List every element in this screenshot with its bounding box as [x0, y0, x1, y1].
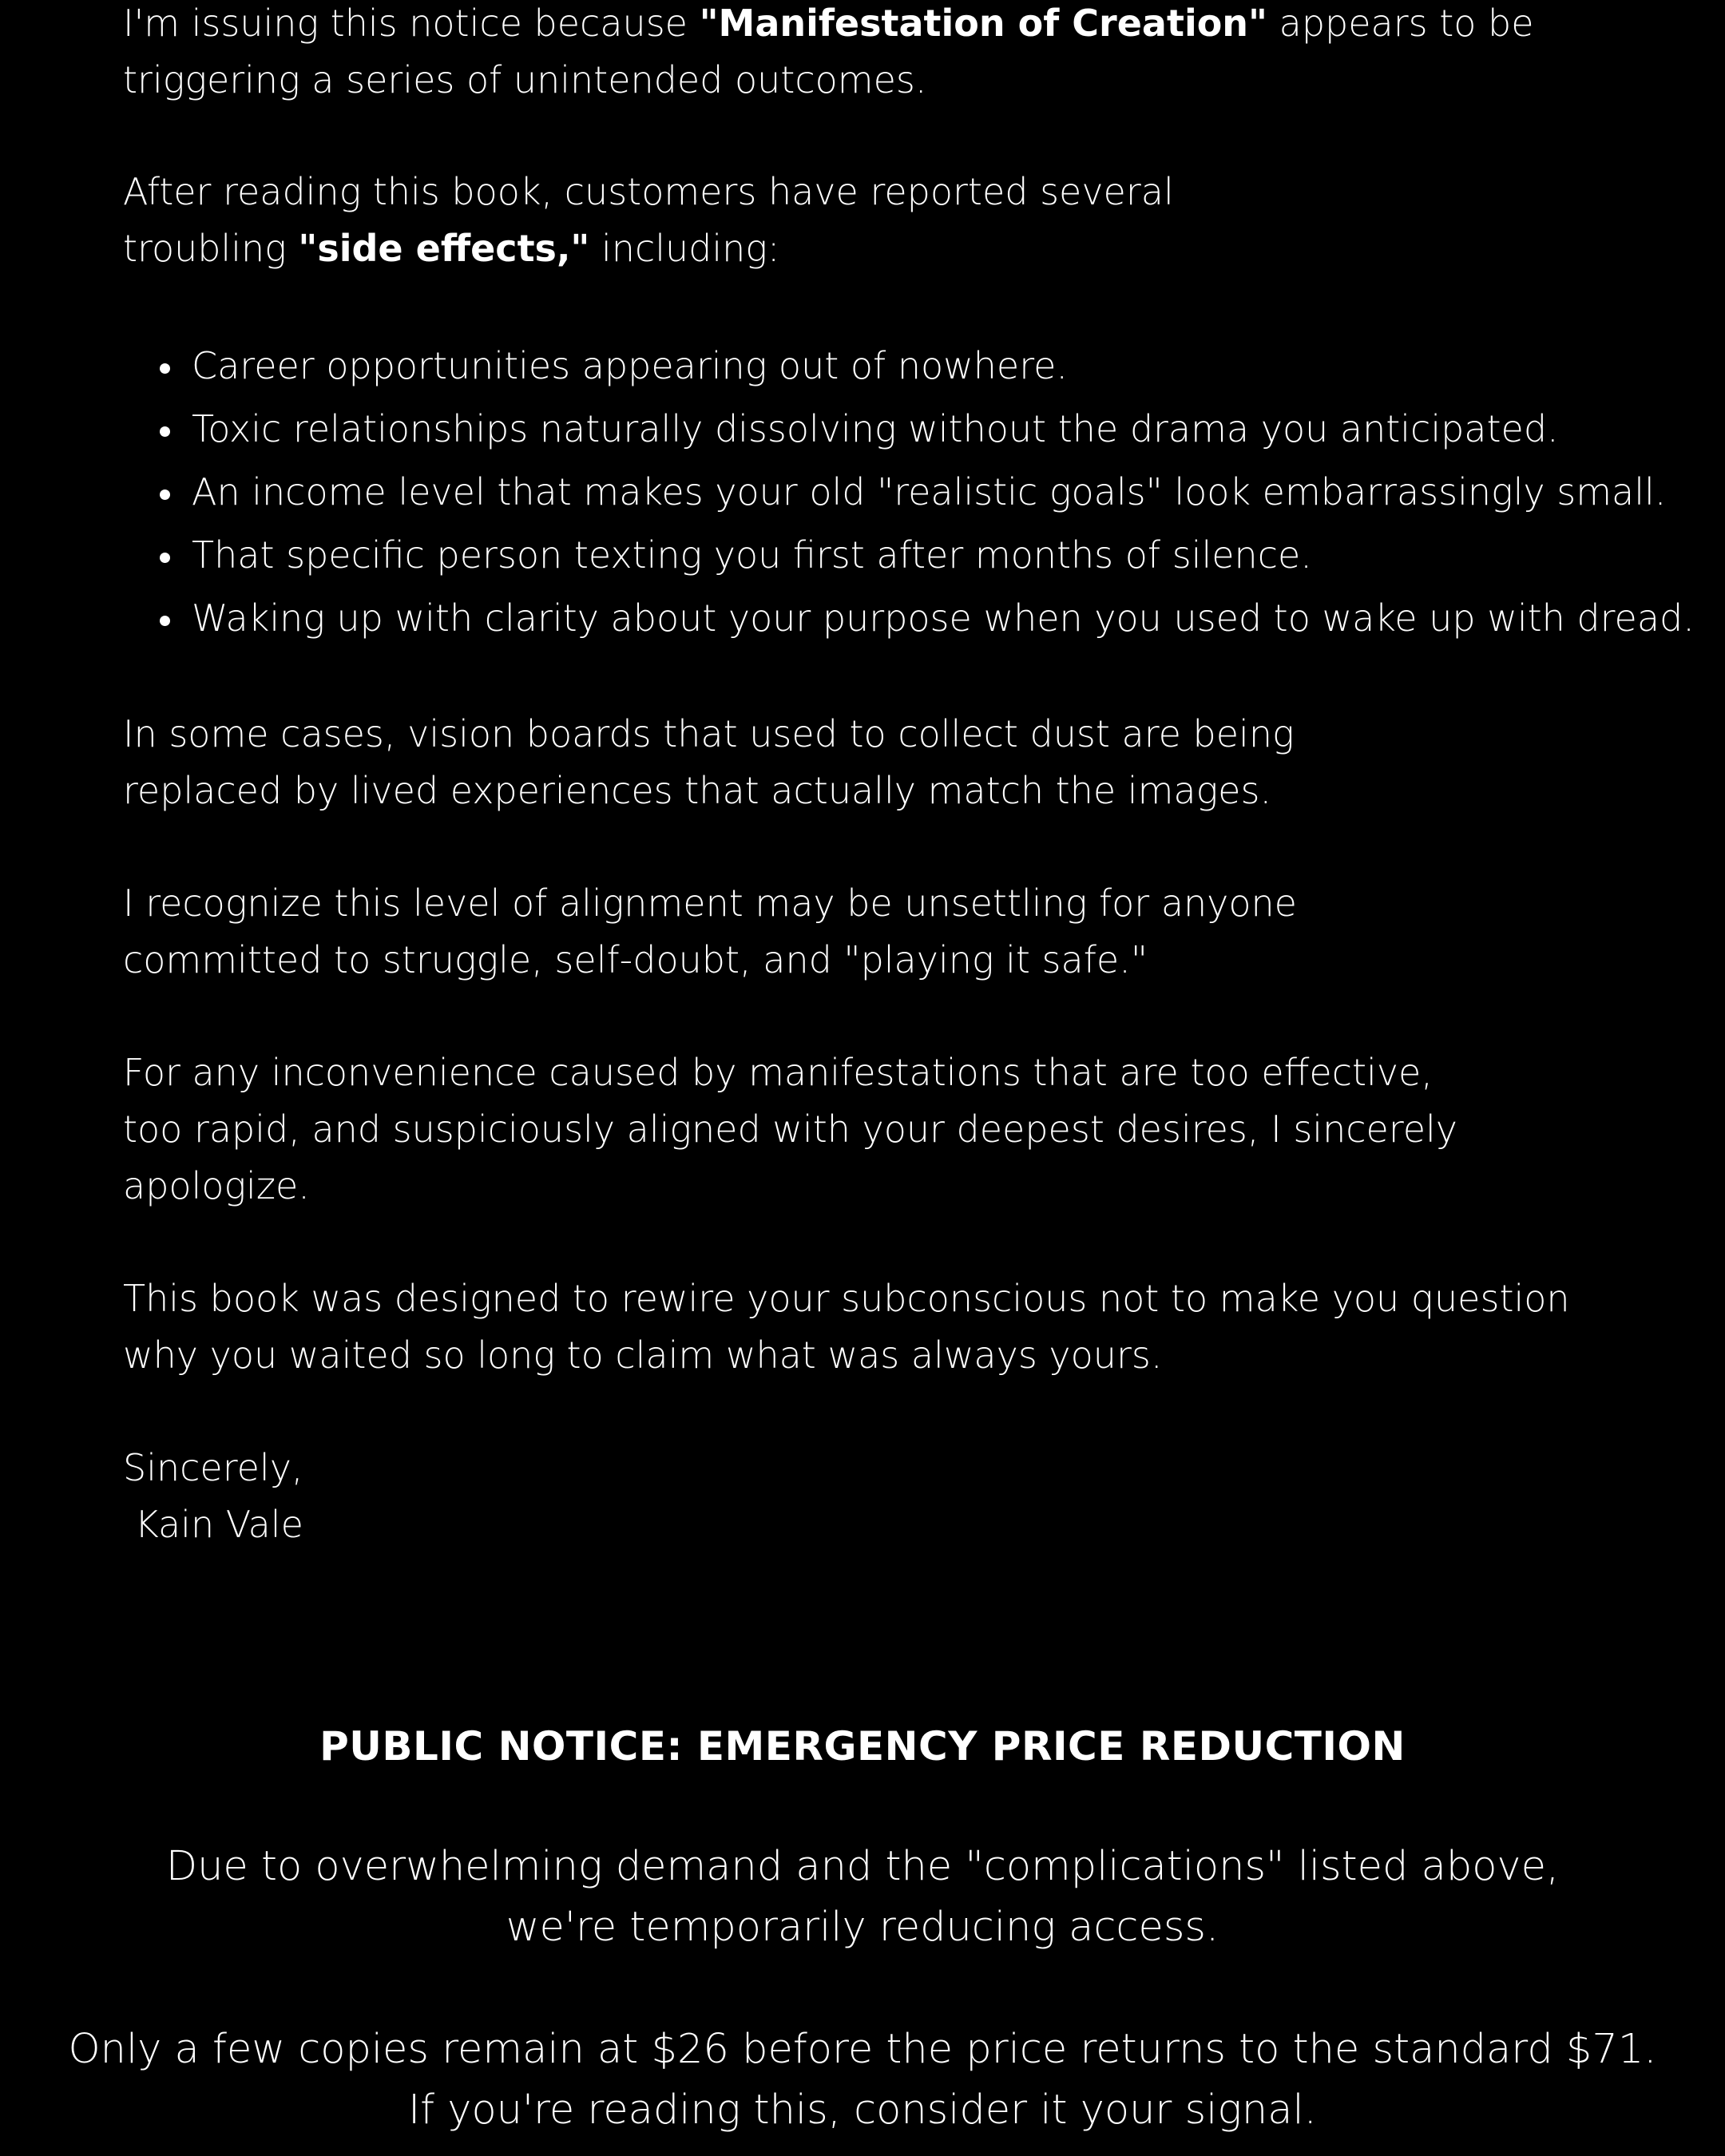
list-item: Career opportunities appearing out of nowhere. [192, 338, 1695, 401]
price-paragraph [0, 2019, 1725, 2141]
vision-line-1: In some cases, vision boards that used to collect dust are being [123, 712, 1295, 755]
recognize-paragraph [123, 875, 1297, 989]
list-item: That specific person texting you first after months of silence. [192, 527, 1695, 590]
signoff [123, 1440, 303, 1553]
intro-paragraph [123, 0, 1534, 109]
list-item: Waking up with clarity about your purpose when you used to wake up with dread. [192, 590, 1695, 653]
list-item: Toxic relationships naturally dissolving without the drama you anticipated. [192, 401, 1695, 464]
after-reading-text-after: including: [589, 227, 780, 270]
designed-line-2: why you waited so long to claim what was always yours. [123, 1334, 1163, 1377]
demand-line-1: Due to overwhelming demand and the "complications" listed above, [165, 1843, 1560, 1890]
after-reading-paragraph [123, 164, 1174, 277]
demand-line-2: we're temporarily reducing access. [506, 1904, 1219, 1951]
designed-paragraph [123, 1270, 1570, 1384]
intro-text-before: I'm issuing this notice because [123, 2, 700, 45]
public-notice-title: PUBLIC NOTICE: EMERGENCY PRICE REDUCTION [319, 1723, 1406, 1770]
inconvenience-paragraph [123, 1044, 1640, 1215]
book-title: "Manifestation of Creation" [699, 2, 1268, 45]
recognize-line-1: I recognize this level of alignment may be unsettling for anyone [123, 882, 1297, 925]
after-reading-line-2 [123, 220, 1174, 277]
after-reading-line-1: After reading this book, customers have reported several [123, 170, 1174, 213]
recognize-line-2: committed to struggle, self-doubt, and "playing it safe." [123, 938, 1148, 981]
vision-line-2: replaced by lived experiences that actually match the images. [123, 769, 1272, 812]
demand-paragraph [0, 1837, 1725, 1958]
signature-name: Kain Vale [123, 1503, 303, 1546]
inconvenience-line-3: apologize. [123, 1164, 310, 1207]
designed-line-1: This book was designed to rewire your subconscious not to make you question [123, 1277, 1570, 1320]
inconvenience-line-2: too rapid, and suspiciously aligned with your deepest desires, I sincerely [123, 1108, 1458, 1151]
after-reading-text-before: troubling [123, 227, 299, 270]
closing-text: Sincerely, [123, 1446, 303, 1489]
intro-text-after: appears to be [1267, 2, 1534, 45]
inconvenience-line-1: For any inconvenience caused by manifestations that are too effective, [123, 1051, 1433, 1094]
list-item: An income level that makes your old "realistic goals" look embarrassingly small. [192, 464, 1695, 527]
side-effects-list [192, 338, 1695, 653]
price-line-2: If you're reading this, consider it your signal. [408, 2087, 1317, 2134]
intro-line-2: triggering a series of unintended outcomes. [123, 58, 927, 101]
vision-paragraph [123, 706, 1295, 819]
intro-line-1 [123, 0, 1534, 52]
side-effects-emphasis: "side effects," [298, 227, 590, 270]
price-line-1: Only a few copies remain at $26 before the price returns to the standard $71. [68, 2026, 1657, 2073]
